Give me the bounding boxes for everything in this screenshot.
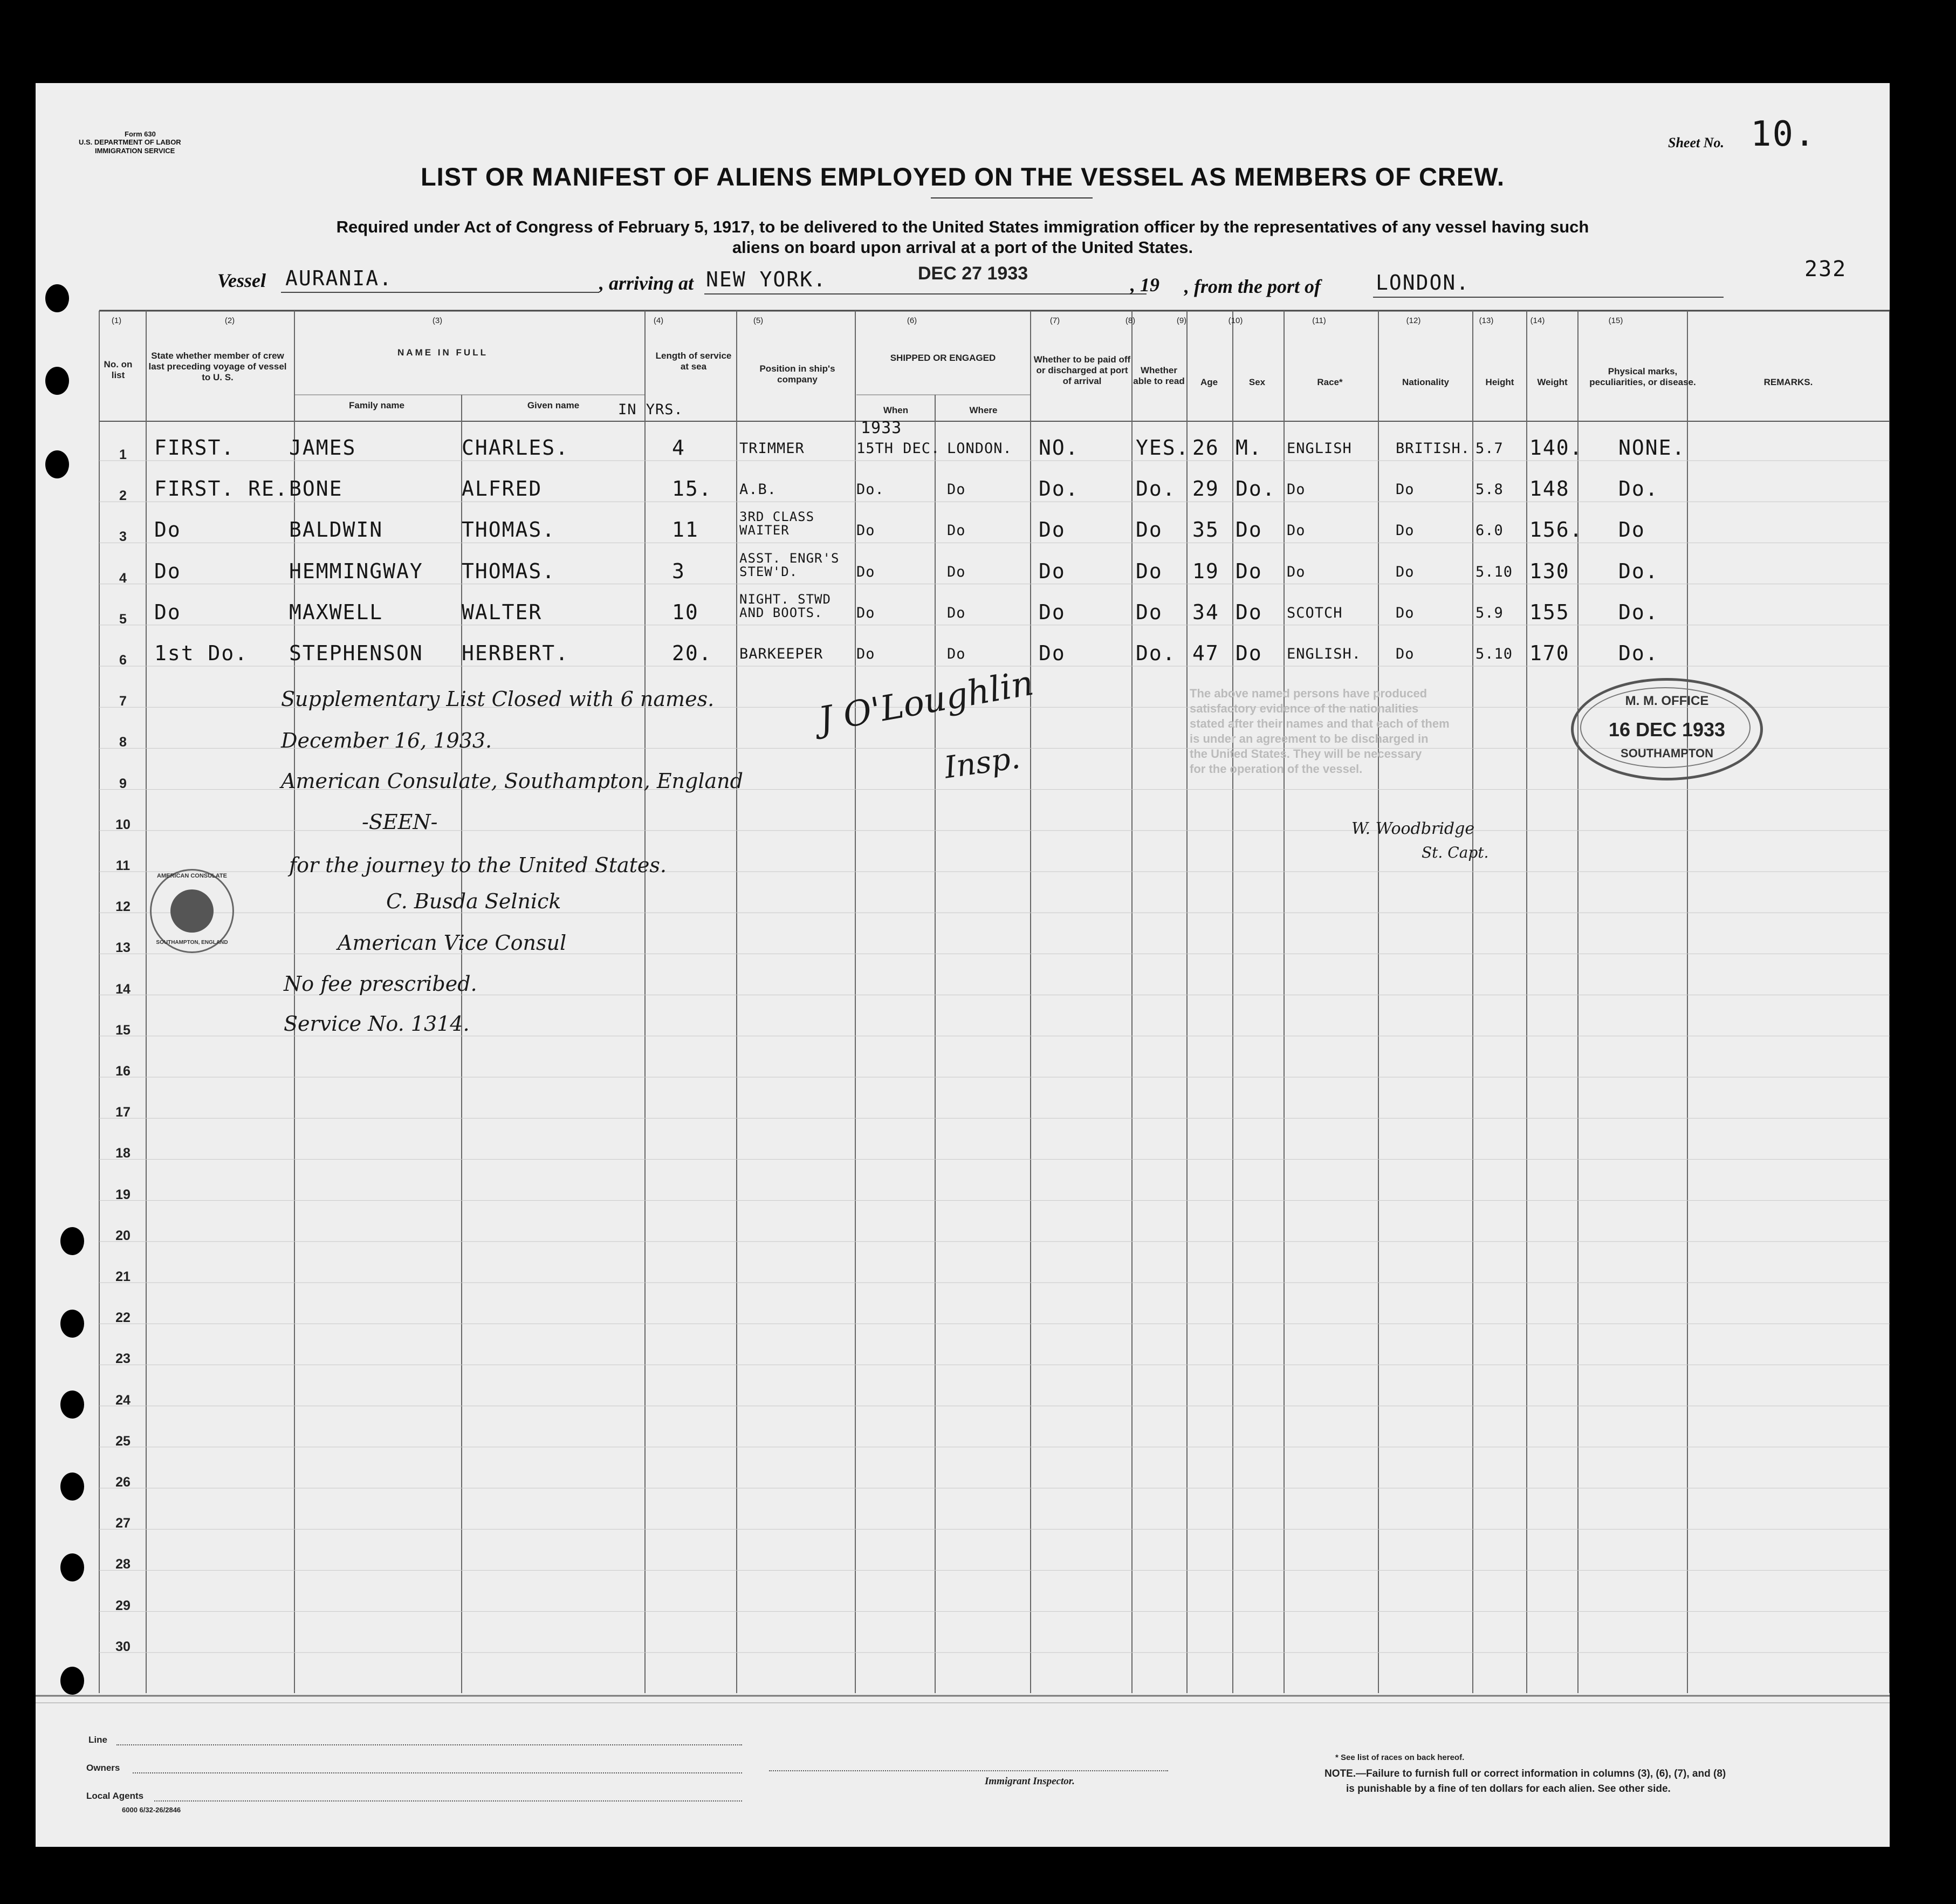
office-stamp-top: M. M. OFFICE <box>1625 694 1709 708</box>
cell-position: TRIMMER <box>739 440 805 457</box>
cell-race: Do <box>1287 481 1306 498</box>
consulate-seal <box>150 869 234 953</box>
note-vice-consul: American Vice Consul <box>338 931 567 955</box>
col-num-15: (15) <box>1608 316 1623 325</box>
cell-position: BARKEEPER <box>739 646 823 662</box>
row-number: 7 <box>119 694 127 709</box>
footer-print-code: 6000 6/32-26/2846 <box>122 1806 181 1814</box>
note-journey: for the journey to the United States. <box>289 853 667 877</box>
cell-able-read: Do. <box>1136 641 1176 665</box>
footer-line-rule <box>116 1744 742 1745</box>
cell-position: 3RD CLASS WAITER <box>739 509 815 538</box>
footer-races-note: * See list of races on back hereof. <box>1335 1753 1465 1762</box>
cell-length-service: 11 <box>672 518 699 542</box>
cell-height: 6.0 <box>1475 522 1504 539</box>
cell-weight: 140. <box>1529 436 1583 460</box>
col-num-11: (11) <box>1312 316 1326 325</box>
header-state-whether: State whether member of crew last preceding voyage of vessel to U. S. <box>148 351 287 382</box>
header-family-name: Family name <box>349 400 404 410</box>
row-number: 2 <box>119 488 127 504</box>
consulate-seal-top: AMERICAN CONSULATE <box>157 873 227 879</box>
manifest-sheet <box>36 83 1890 1847</box>
header-no-on-list: No. on list <box>104 359 133 380</box>
certification-line-4: is under an agreement to be discharged in <box>1190 732 1429 745</box>
cell-where-shipped: Do <box>947 481 966 498</box>
cell-sex: Do. <box>1236 477 1276 501</box>
row-number: 29 <box>115 1598 131 1613</box>
row-number: 25 <box>115 1433 131 1449</box>
binder-hole-8 <box>60 1553 84 1581</box>
cell-given-name: THOMAS. <box>462 518 556 542</box>
row-number: 8 <box>119 735 127 750</box>
cell-where-shipped: Do <box>947 563 966 580</box>
cell-given-name: HERBERT. <box>462 641 569 665</box>
vessel-label: Vessel <box>217 270 266 291</box>
col-num-1: (1) <box>111 316 122 325</box>
form-number: Form 630 <box>125 130 156 138</box>
cell-marks: Do. <box>1618 559 1659 583</box>
col-num-6: (6) <box>907 316 917 325</box>
note-date: December 16, 1933. <box>281 729 492 752</box>
row-number: 23 <box>115 1351 131 1367</box>
footer-note-line2: is punishable by a fine of ten dollars for each alien. See other side. <box>1346 1783 1671 1795</box>
cell-family-name: MAXWELL <box>289 600 383 624</box>
cell-paid-off: Do <box>1039 559 1066 583</box>
cell-height: 5.8 <box>1475 481 1504 498</box>
row-number: 3 <box>119 529 127 545</box>
cell-nationality: Do <box>1396 563 1415 580</box>
header-shipped: SHIPPED OR ENGAGED <box>890 353 996 363</box>
cell-marks: Do. <box>1618 600 1659 624</box>
cell-nationality: Do <box>1396 522 1415 539</box>
master-signature: W. Woodbridge <box>1351 819 1475 838</box>
row-number: 10 <box>115 817 131 832</box>
note-consul-signature: C. Busda Selnick <box>386 889 561 913</box>
cell-where-shipped: Do <box>947 604 966 621</box>
department-name: U.S. DEPARTMENT OF LABOR <box>79 138 181 146</box>
row-number: 24 <box>115 1392 131 1408</box>
inspector-sign-rule <box>769 1770 1168 1771</box>
cell-paid-off: Do <box>1039 600 1066 624</box>
binder-hole-4 <box>60 1227 84 1255</box>
vessel-name: AURANIA. <box>285 266 393 290</box>
footer-immigrant-inspector: Immigrant Inspector. <box>985 1776 1075 1787</box>
header-position: Position in ship's company <box>759 364 835 385</box>
header-remarks: REMARKS. <box>1763 377 1813 387</box>
cell-sex: M. <box>1236 436 1262 460</box>
cell-previous-voyage: Do <box>154 600 181 624</box>
cell-length-service: 15. <box>672 477 712 501</box>
cell-family-name: JAMES <box>289 436 356 460</box>
row-number: 27 <box>115 1516 131 1531</box>
header-given-name: Given name <box>527 400 580 410</box>
cell-able-read: YES. <box>1136 436 1190 460</box>
year-label: , 19 <box>1130 274 1159 296</box>
footer-owners-label: Owners <box>86 1763 120 1773</box>
row-number: 6 <box>119 653 127 668</box>
cell-when-shipped: Do <box>856 522 875 539</box>
certification-line-1: The above named persons have produced <box>1190 687 1427 700</box>
row-number: 1 <box>119 447 127 462</box>
row-number: 30 <box>115 1639 131 1654</box>
certification-line-2: satisfactory evidence of the nationalities <box>1190 702 1419 715</box>
cell-age: 26 <box>1192 436 1219 460</box>
header-length-service: Length of service at sea <box>655 351 732 372</box>
cell-length-service: 10 <box>672 600 699 624</box>
cell-when-shipped: Do <box>856 604 875 621</box>
header-age: Age <box>1200 377 1218 387</box>
cell-able-read: Do <box>1136 559 1163 583</box>
row-number: 21 <box>115 1269 131 1284</box>
cell-family-name: HEMMINGWAY <box>289 559 423 583</box>
office-stamp-date: 16 DEC 1933 <box>1608 718 1726 741</box>
footer-note-line1: NOTE.—Failure to furnish full or correct information in columns (3), (6), (7), and (8) <box>1324 1768 1726 1779</box>
cell-marks: Do. <box>1618 477 1659 501</box>
row-number: 13 <box>115 940 131 956</box>
from-port-label: , from the port of <box>1184 276 1321 297</box>
binder-hole-9 <box>60 1667 84 1695</box>
row-number: 5 <box>119 611 127 627</box>
col-num-7: (7) <box>1049 316 1060 325</box>
cell-paid-off: NO. <box>1039 436 1079 460</box>
cell-marks: Do <box>1618 518 1645 542</box>
row-number: 14 <box>115 981 131 997</box>
row-number: 26 <box>115 1475 131 1490</box>
cell-length-service: 4 <box>672 436 685 460</box>
cell-race: Do <box>1287 563 1306 580</box>
cell-family-name: BONE <box>289 477 343 501</box>
cell-previous-voyage: FIRST. <box>154 436 235 460</box>
binder-hole-7 <box>60 1472 84 1501</box>
header-height: Height <box>1485 377 1514 387</box>
cell-sex: Do <box>1236 641 1262 665</box>
cell-given-name: WALTER <box>462 600 543 624</box>
cell-length-service: 20. <box>672 641 712 665</box>
table-row <box>36 592 1890 633</box>
cell-where-shipped: Do <box>947 522 966 539</box>
table-row <box>36 468 1890 509</box>
row-number: 15 <box>115 1022 131 1038</box>
row-number: 9 <box>119 776 127 791</box>
col-num-10: (10) <box>1228 316 1243 325</box>
table-row <box>36 633 1890 674</box>
certification-line-3: stated after their names and that each of them <box>1190 717 1450 730</box>
note-seen: -SEEN- <box>362 810 438 834</box>
cell-height: 5.10 <box>1475 646 1513 662</box>
note-consulate: American Consulate, Southampton, England <box>281 769 743 793</box>
certification-block <box>1190 686 1450 777</box>
col-num-2: (2) <box>224 316 235 325</box>
office-stamp <box>1571 678 1763 780</box>
cell-race: ENGLISH <box>1287 440 1352 457</box>
table-row <box>36 509 1890 550</box>
cell-marks: NONE. <box>1618 436 1686 460</box>
row-number: 22 <box>115 1310 131 1326</box>
cell-nationality: Do <box>1396 481 1415 498</box>
cell-previous-voyage: Do <box>154 518 181 542</box>
cell-height: 5.10 <box>1475 563 1513 580</box>
header-name-in-full: NAME IN FULL <box>397 347 488 358</box>
header-nationality: Nationality <box>1402 377 1449 387</box>
col-num-9: (9) <box>1176 316 1187 325</box>
cell-position: NIGHT. STWD AND BOOTS. <box>739 591 831 620</box>
page-number: 232 <box>1804 257 1847 282</box>
consulate-seal-center <box>170 889 214 933</box>
cell-previous-voyage: FIRST. RE. <box>154 477 289 501</box>
consulate-seal-bottom: SOUTHAMPTON, ENGLAND <box>156 940 228 946</box>
row-number: 28 <box>115 1557 131 1572</box>
arriving-label: , arriving at <box>599 272 694 294</box>
col-num-12: (12) <box>1406 316 1421 325</box>
row-number: 18 <box>115 1146 131 1161</box>
cell-race: SCOTCH <box>1287 604 1343 621</box>
col-num-5: (5) <box>753 316 764 325</box>
cell-age: 47 <box>1192 641 1219 665</box>
header-able-read: Whether able to read <box>1133 365 1185 386</box>
cell-weight: 170 <box>1529 641 1570 665</box>
cell-previous-voyage: 1st Do. <box>154 641 249 665</box>
row-number: 12 <box>115 899 131 915</box>
cell-height: 5.7 <box>1475 440 1504 457</box>
header-marks: Physical marks, peculiarities, or disease. <box>1589 366 1696 387</box>
binder-hole-3 <box>45 450 69 478</box>
certification-line-5: the United States. They will be necessary <box>1190 747 1422 761</box>
handwritten-year: 1933 <box>861 419 902 437</box>
header-where: Where <box>969 405 998 415</box>
footer-agents-rule <box>154 1800 742 1802</box>
col-num-13: (13) <box>1479 316 1494 325</box>
sheet-number: 10. <box>1751 114 1816 154</box>
cell-position: ASST. ENGR'S STEW'D. <box>739 550 840 579</box>
header-sex: Sex <box>1248 377 1266 387</box>
cell-when-shipped: 15TH DEC. <box>856 440 941 457</box>
col-num-4: (4) <box>653 316 664 325</box>
subtitle-line1: Required under Act of Congress of February 5, 1917, to be delivered to the United States immigration officer by the representatives of any vessel having such <box>336 217 1589 236</box>
note-no-fee: No fee prescribed. <box>284 972 477 996</box>
binder-hole-2 <box>45 367 69 395</box>
cell-age: 35 <box>1192 518 1219 542</box>
binder-hole-5 <box>60 1310 84 1338</box>
arrival-port: NEW YORK. <box>706 268 827 291</box>
cell-weight: 148 <box>1529 477 1570 501</box>
footer-owners-rule <box>133 1772 742 1773</box>
header-weight: Weight <box>1537 377 1568 387</box>
footer-line-label: Line <box>88 1735 107 1745</box>
cell-sex: Do <box>1236 518 1262 542</box>
master-title: St. Capt. <box>1422 844 1489 861</box>
cell-when-shipped: Do <box>856 646 875 662</box>
cell-when-shipped: Do. <box>856 481 884 498</box>
cell-weight: 130 <box>1529 559 1570 583</box>
table-row <box>36 427 1890 468</box>
cell-sex: Do <box>1236 600 1262 624</box>
cell-nationality: Do <box>1396 604 1415 621</box>
office-stamp-bottom: SOUTHAMPTON <box>1621 746 1713 760</box>
cell-age: 29 <box>1192 477 1219 501</box>
handwritten-in-years: IN YRS. <box>618 401 683 418</box>
cell-where-shipped: LONDON. <box>947 440 1012 457</box>
row-number: 16 <box>115 1064 131 1079</box>
inspector-signature: J O'Loughlin <box>815 663 1037 741</box>
cell-given-name: CHARLES. <box>462 436 569 460</box>
cell-where-shipped: Do <box>947 646 966 662</box>
cell-marks: Do. <box>1618 641 1659 665</box>
service-name: IMMIGRATION SERVICE <box>95 147 175 155</box>
cell-paid-off: Do <box>1039 641 1066 665</box>
departure-port: LONDON. <box>1376 271 1470 294</box>
cell-race: Do <box>1287 522 1306 539</box>
binder-hole-1 <box>45 284 69 312</box>
cell-weight: 156. <box>1529 518 1583 542</box>
cell-nationality: Do <box>1396 646 1415 662</box>
row-number: 11 <box>115 858 131 873</box>
cell-position: A.B. <box>739 481 777 498</box>
arrival-date-stamp: DEC 27 1933 <box>918 263 1028 284</box>
cell-given-name: THOMAS. <box>462 559 556 583</box>
cell-paid-off: Do <box>1039 518 1066 542</box>
cell-able-read: Do <box>1136 600 1163 624</box>
inspector-title: Insp. <box>942 740 1022 786</box>
row-number: 17 <box>115 1105 131 1120</box>
cell-nationality: BRITISH. <box>1396 440 1471 457</box>
row-number: 20 <box>115 1228 131 1243</box>
header-race: Race* <box>1317 377 1343 387</box>
table-row <box>36 551 1890 592</box>
cell-given-name: ALFRED <box>462 477 543 501</box>
cell-when-shipped: Do <box>856 563 875 580</box>
cell-sex: Do <box>1236 559 1262 583</box>
cell-weight: 155 <box>1529 600 1570 624</box>
cell-height: 5.9 <box>1475 604 1504 621</box>
cell-age: 19 <box>1192 559 1219 583</box>
cell-family-name: BALDWIN <box>289 518 383 542</box>
col-num-8: (8) <box>1125 316 1136 325</box>
cell-length-service: 3 <box>672 559 685 583</box>
page-title: LIST OR MANIFEST OF ALIENS EMPLOYED ON THE VESSEL AS MEMBERS OF CREW. <box>420 162 1505 191</box>
cell-able-read: Do <box>1136 518 1163 542</box>
row-number: 19 <box>115 1187 131 1202</box>
cell-able-read: Do. <box>1136 477 1176 501</box>
cell-race: ENGLISH. <box>1287 646 1362 662</box>
certification-line-6: for the operation of the vessel. <box>1190 762 1363 776</box>
note-supplementary: Supplementary List Closed with 6 names. <box>281 687 715 711</box>
subtitle-line2: aliens on board upon arrival at a port of the United States. <box>732 238 1193 257</box>
header-paid-off: Whether to be paid off or discharged at port of arrival <box>1033 354 1131 386</box>
footer-agents-label: Local Agents <box>86 1791 144 1801</box>
note-service-no: Service No. 1314. <box>284 1012 470 1036</box>
col-num-3: (3) <box>432 316 443 325</box>
cell-previous-voyage: Do <box>154 559 181 583</box>
col-num-14: (14) <box>1530 316 1545 325</box>
cell-age: 34 <box>1192 600 1219 624</box>
cell-family-name: STEPHENSON <box>289 641 423 665</box>
row-number: 4 <box>119 570 127 586</box>
cell-paid-off: Do. <box>1039 477 1079 501</box>
sheet-label: Sheet No. <box>1668 135 1724 150</box>
binder-hole-6 <box>60 1391 84 1419</box>
header-when: When <box>883 405 909 415</box>
